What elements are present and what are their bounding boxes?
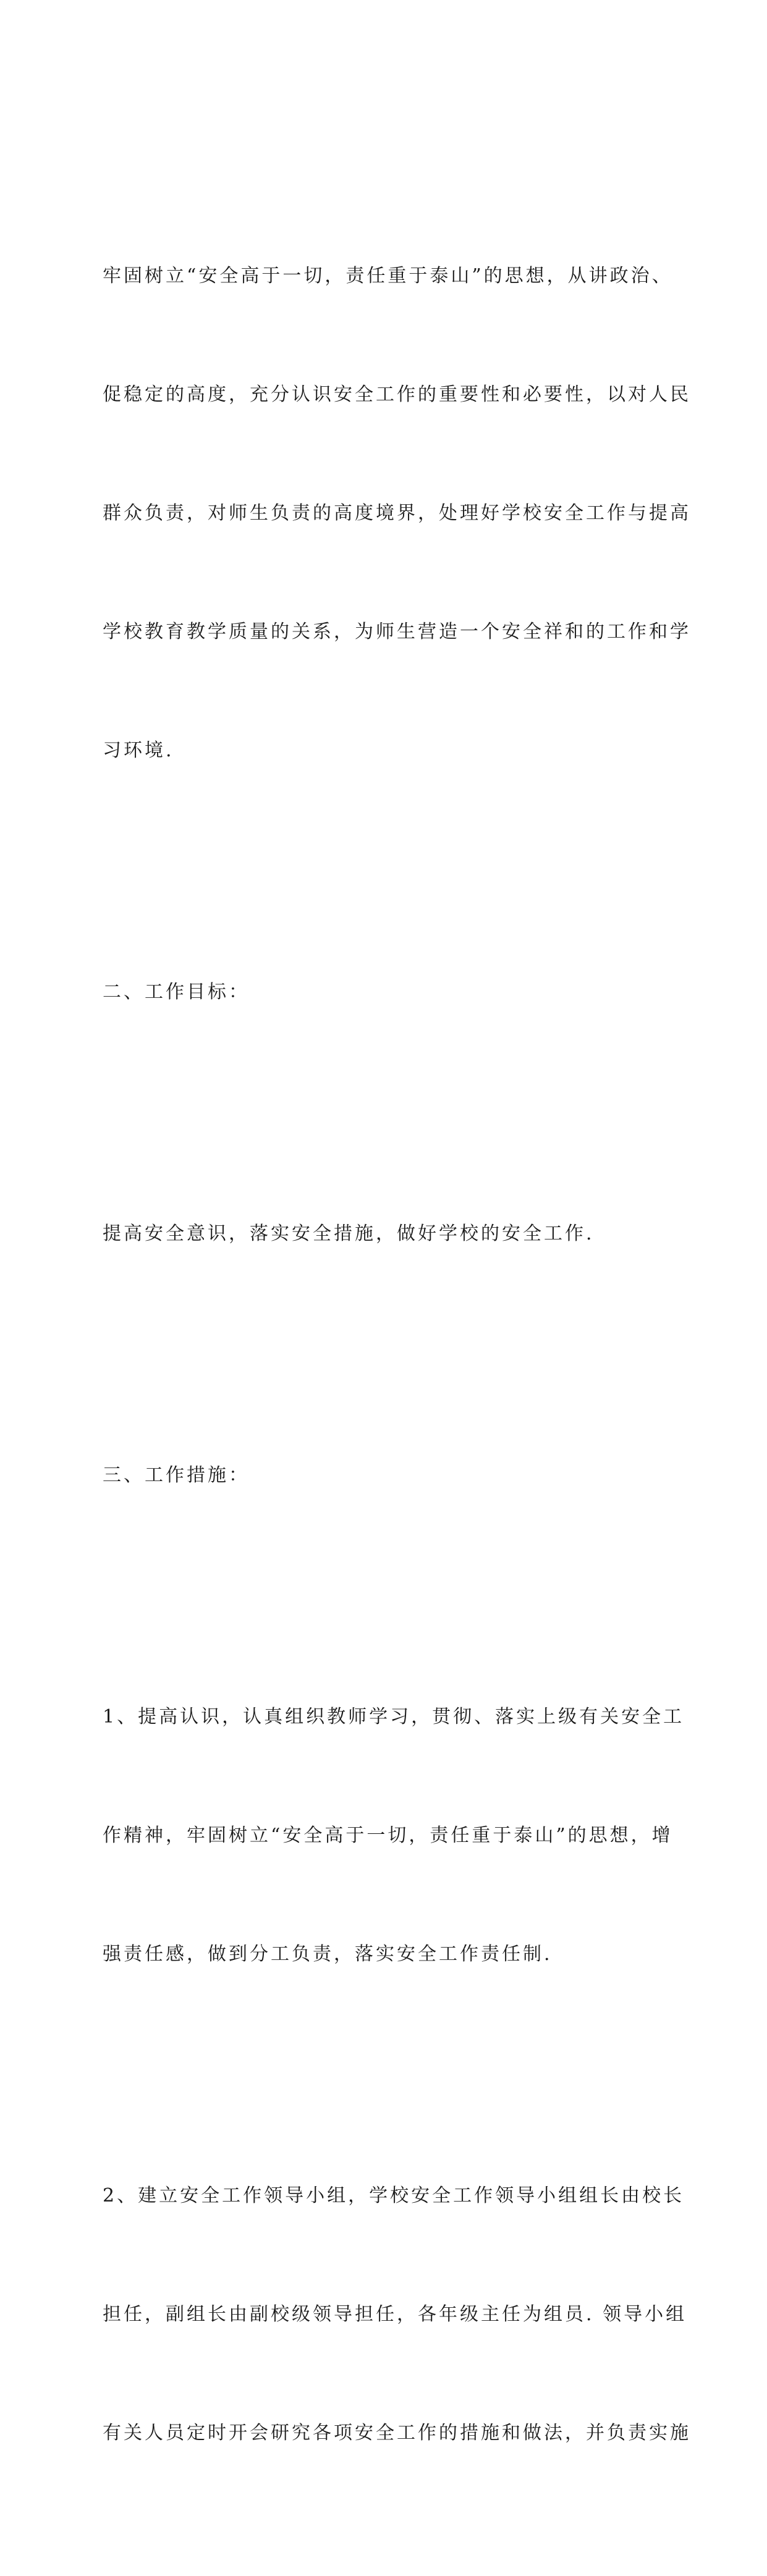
section-heading-work-goals — [103, 893, 677, 1091]
paragraph-work-goals — [103, 1135, 677, 1333]
document-body — [103, 177, 691, 2576]
text-line: 习环境. — [103, 740, 174, 761]
text-line: 学校教育教学质量的关系，为师生营造一个安全祥和的工作和学 — [103, 621, 691, 643]
text-line: 提高安全意识，落实安全措施，做好学校的安全工作. — [103, 1223, 595, 1244]
text-line: 群众负责，对师生负责的高度境界，处理好学校安全工作与提高 — [103, 502, 691, 524]
heading-text: 三、工作措施： — [103, 1464, 250, 1486]
paragraph-safety-philosophy — [103, 177, 691, 850]
text-line: 担任，副组长由副校级领导担任，各年级主任为组员. 领导小组 — [103, 2304, 687, 2325]
heading-text: 二、工作目标： — [103, 981, 250, 1003]
section-heading-work-measures — [103, 1377, 677, 1574]
text-line: 2、建立安全工作领导小组，学校安全工作领导小组组长由校长 — [103, 2185, 685, 2206]
text-line: 作精神，牢固树立“安全高于一切，责任重于泰山”的思想，增 — [103, 1825, 673, 1846]
text-line: 强责任感，做到分工负责，落实安全工作责任制. — [103, 1943, 553, 1965]
paragraph-measure-1 — [103, 1618, 685, 2053]
text-line: 牢固树立“安全高于一切，责任重于泰山”的思想，从讲政治、 — [103, 265, 673, 287]
paragraph-measure-2 — [103, 2097, 691, 2532]
text-line: 促稳定的高度，充分认识安全工作的重要性和必要性，以对人民 — [103, 384, 691, 405]
text-line: 有关人员定时开会研究各项安全工作的措施和做法，并负责实施 — [103, 2422, 691, 2444]
text-line: 1、提高认识，认真组织教师学习，贯彻、落实上级有关安全工 — [103, 1706, 685, 1728]
